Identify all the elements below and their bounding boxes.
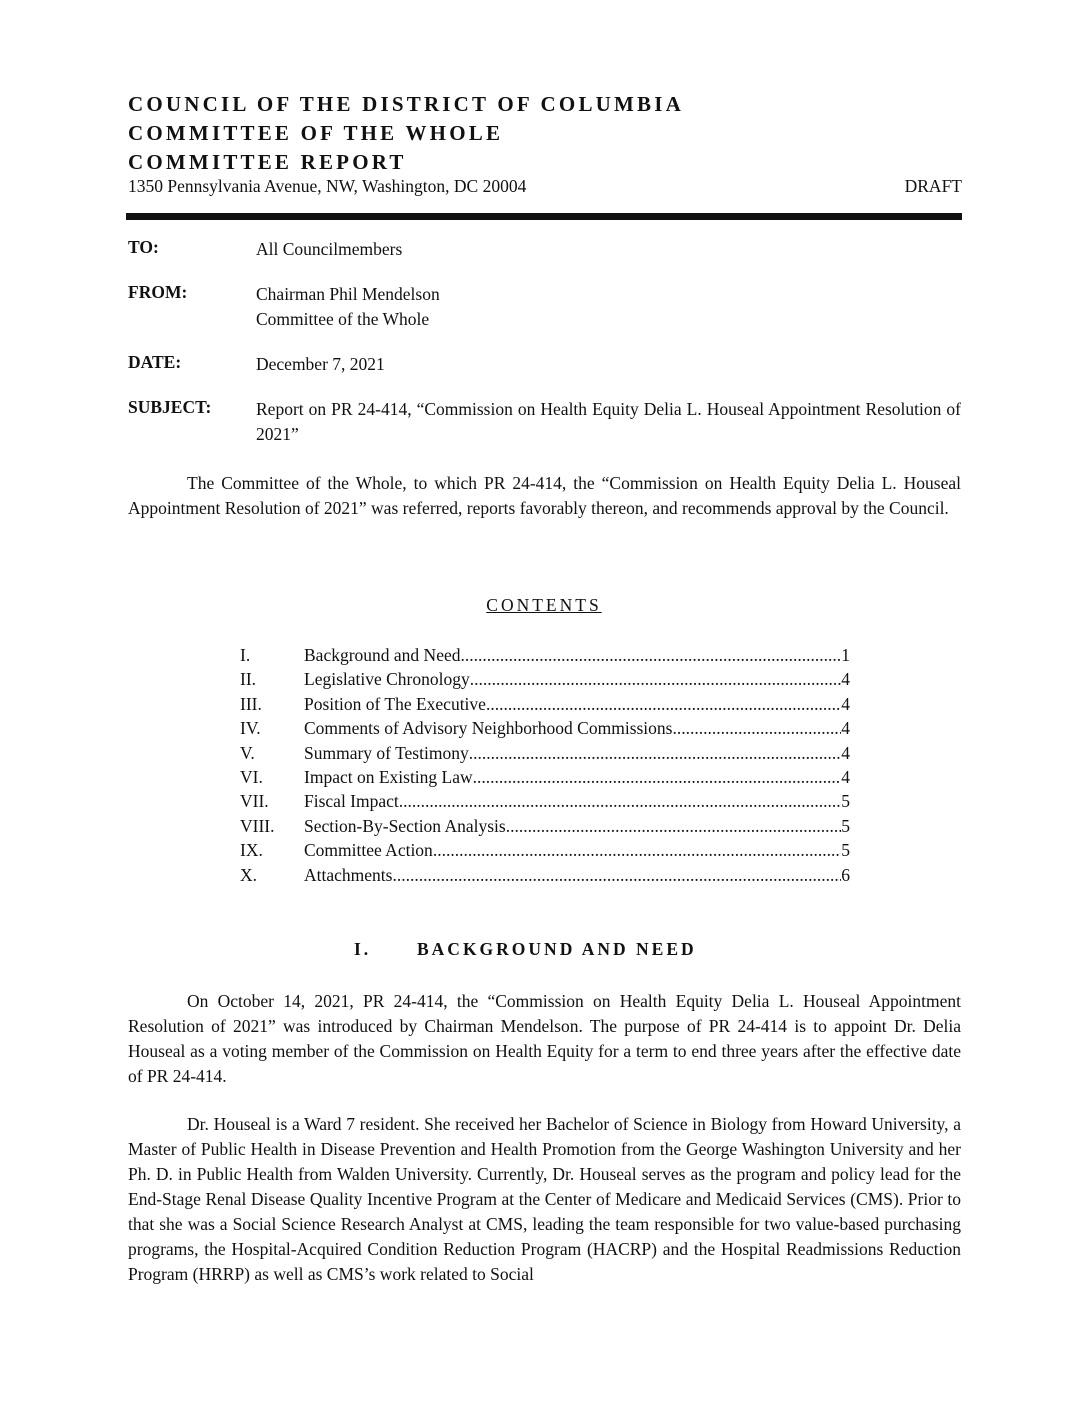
toc-item: I. Background and Need ..... 1 <box>240 645 850 669</box>
toc-item: VIII. Section-By-Section Analysis ..... 5 <box>240 816 850 840</box>
from-line-1: Chairman Phil Mendelson <box>256 284 440 304</box>
header-council: COUNCIL OF THE DISTRICT OF COLUMBIA <box>128 92 684 116</box>
table-of-contents <box>240 645 850 889</box>
draft-label: DRAFT <box>904 176 962 196</box>
toc-item: X. Attachments ..... 6 <box>240 865 850 889</box>
from-label: FROM: <box>128 282 188 302</box>
contents-title: CONTENTS <box>486 595 602 615</box>
header-committee: COMMITTEE OF THE WHOLE <box>128 121 504 145</box>
date-label: DATE: <box>128 352 182 372</box>
section-number: I. <box>354 939 372 959</box>
date-value: December 7, 2021 <box>256 354 385 374</box>
header-rule <box>126 213 962 220</box>
background-paragraph-2: Dr. Houseal is a Ward 7 resident. She received her Bachelor of Science in Biology from Howard University, a Master of Public Health in Disease Prevention and Health Promotion from the George Washington University and her Ph. D. in Public Health from Walden University. Currently, Dr. Houseal serves as the program and policy lead for the End-Stage Renal Disease Quality Incentive Program at the Center of Medicare and Medicaid Services (CMS). Prior to that she was a Social Science Research Analyst at CMS, leading the team responsible for two value-based purchasing programs, the Hospital-Acquired Condition Reduction Program (HACRP) and the Hospital Readmissions Reduction Program (HRRP) as well as CMS’s work related to Social <box>128 1114 961 1284</box>
background-paragraph-1: On October 14, 2021, PR 24-414, the “Commission on Health Equity Delia L. Houseal Appointment Resolution of 2021” was introduced by Chairman Mendelson. The purpose of PR 24-414 is to appoint Dr. Delia Houseal as a voting member of the Commission on Health Equity for a term to end three years after the effective date of PR 24-414. <box>128 991 961 1086</box>
header-report-type: COMMITTEE REPORT <box>128 150 407 174</box>
toc-item: III. Position of The Executive ..... 4 <box>240 694 850 718</box>
toc-item: IV. Comments of Advisory Neighborhood Commissions ..... 4 <box>240 718 850 742</box>
toc-item: V. Summary of Testimony ..... 4 <box>240 743 850 767</box>
toc-item: IX. Committee Action ..... 5 <box>240 840 850 864</box>
subject-label: SUBJECT: <box>128 397 212 417</box>
to-value: All Councilmembers <box>256 239 403 259</box>
from-line-2: Committee of the Whole <box>256 309 430 329</box>
to-label: TO: <box>128 237 159 257</box>
toc-item: II. Legislative Chronology ..... 4 <box>240 669 850 693</box>
toc-item: VI. Impact on Existing Law ..... 4 <box>240 767 850 791</box>
intro-paragraph: The Committee of the Whole, to which PR 24-414, the “Commission on Health Equity Delia L. Houseal Appointment Resolution of 2021” was referred, reports favorably thereon, and recommends approval by the Council. <box>128 473 961 518</box>
header-address: 1350 Pennsylvania Avenue, NW, Washington, DC 20004 <box>128 176 527 196</box>
toc-item: VII. Fiscal Impact ..... 5 <box>240 791 850 815</box>
subject-value: Report on PR 24-414, “Commission on Health Equity Delia L. Houseal Appointment Resolution of 2021” <box>256 399 961 444</box>
section-title: BACKGROUND AND NEED <box>417 939 697 959</box>
